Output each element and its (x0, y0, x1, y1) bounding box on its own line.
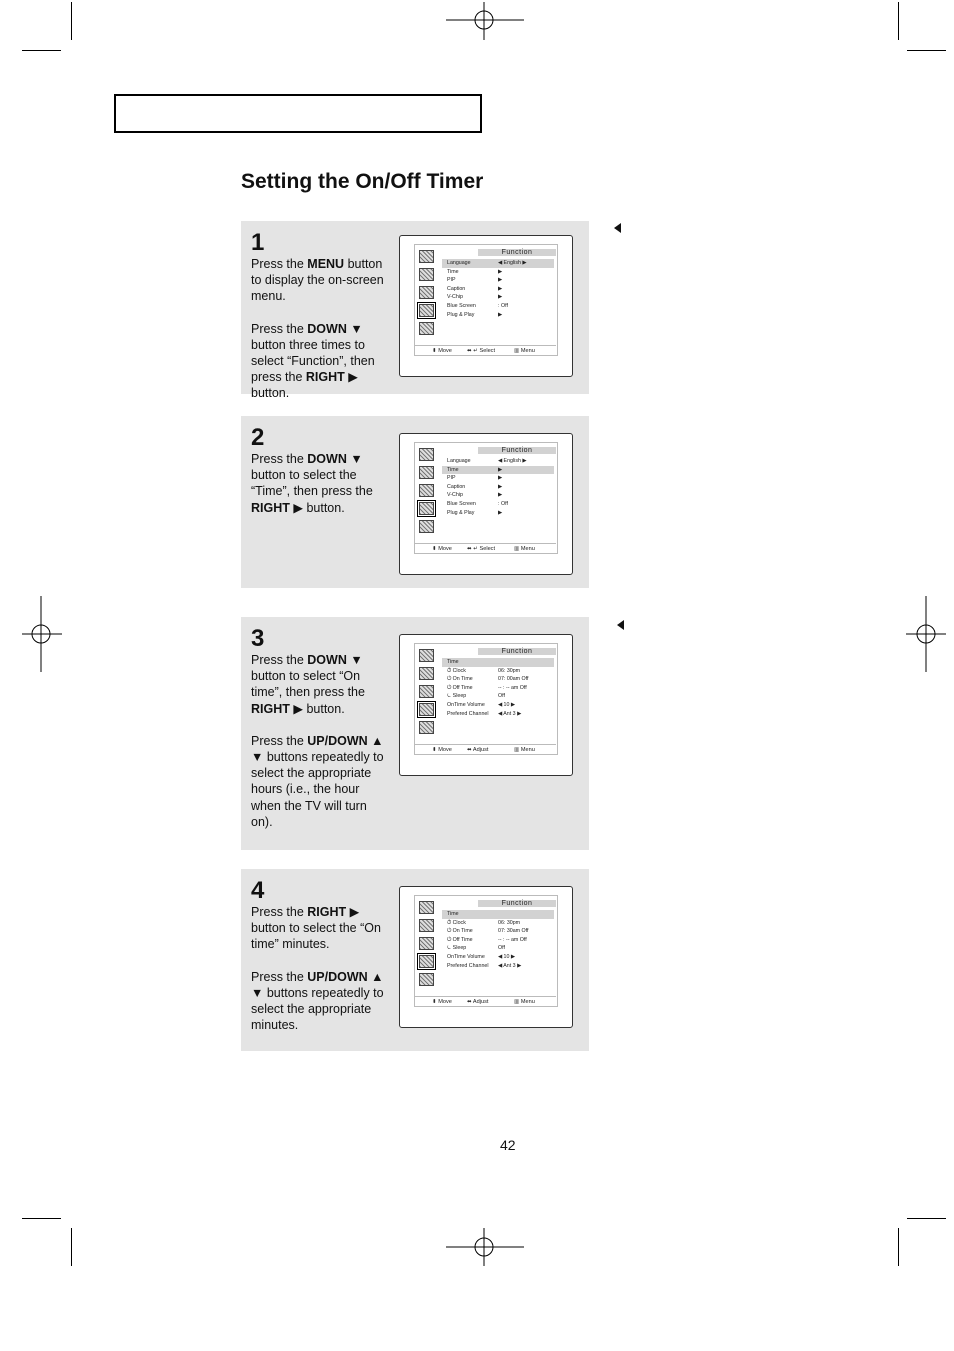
crop-mark (898, 2, 899, 40)
osd-footer-select: ⬌ ↵ Select (467, 348, 496, 354)
step-instructions (251, 652, 391, 830)
osd-heading: Function (478, 249, 556, 256)
instruction-text: ▲ ▼ buttons repeatedly to select the appropriate minutes. (251, 969, 384, 1033)
osd-row (442, 285, 554, 294)
osd-row-label: ⏾ Sleep (447, 945, 467, 952)
osd-row-value: -- : -- am Off (498, 684, 527, 691)
instruction-text: Press the (251, 733, 308, 748)
function-icon (419, 703, 434, 716)
osd-row-value: ▶ (498, 311, 503, 318)
button-name: UP/DOWN (307, 969, 368, 984)
step-number: 2 (251, 424, 265, 451)
osd-footer-menu: ▥ Menu (514, 747, 535, 753)
osd-row-value: ▶ (498, 475, 503, 482)
step-number: 1 (251, 229, 265, 256)
osd-row (442, 910, 554, 919)
osd-row-label: OnTime Volume (447, 701, 485, 708)
osd-row-value: ◀ English ▶ (498, 458, 527, 464)
osd-row (442, 293, 554, 302)
crop-mark (898, 1228, 899, 1266)
osd-row (442, 701, 554, 710)
osd-footer-menu: ▥ Menu (514, 546, 535, 552)
osd-row-label: ⏻ Off Time (447, 684, 473, 691)
osd-row-label: PIP (447, 475, 456, 482)
osd-row-value: ▶ (498, 466, 503, 473)
instruction-paragraph (251, 652, 391, 717)
channel-icon (419, 685, 434, 698)
osd-row (442, 259, 554, 268)
picture-icon (419, 448, 434, 461)
instruction-text: ▼ button to select “On time”, then press the (251, 653, 365, 700)
instruction-text: ▼ button three times to select “Function”, then press the (251, 321, 375, 385)
instruction-text: ▶ button. (251, 370, 358, 401)
osd-row-label: Blue Screen (447, 302, 476, 309)
crop-mark (907, 50, 946, 51)
osd-row-value: ▶ (498, 483, 503, 490)
sound-icon (419, 268, 434, 281)
instruction-text: ▼ button to select the “Time”, then press the (251, 452, 373, 499)
osd-row (442, 457, 554, 466)
osd-sidebar (416, 897, 436, 991)
tv-screen (399, 433, 573, 575)
button-name: DOWN (307, 653, 347, 667)
osd-footer-menu: ▥ Menu (514, 348, 535, 354)
osd-row (442, 692, 554, 701)
instruction-paragraph (251, 321, 391, 402)
instruction-paragraph (251, 256, 391, 305)
instruction-text: Press the (251, 653, 308, 667)
osd-menu (414, 643, 558, 755)
osd-row (442, 474, 554, 483)
function-icon (419, 955, 434, 968)
page-number: 42 (500, 1137, 516, 1153)
instruction-text: Press the (251, 452, 308, 466)
button-name: UP/DOWN (307, 733, 368, 748)
osd-sidebar (416, 246, 436, 340)
crop-mark (71, 1228, 72, 1266)
osd-footer-move: ⬍ Move (432, 546, 452, 552)
channel-icon (419, 286, 434, 299)
channel-icon (419, 937, 434, 950)
button-name: DOWN (307, 321, 347, 336)
osd-row (442, 962, 554, 971)
osd-row (442, 667, 554, 676)
registration-mark (446, 2, 524, 40)
osd-row (442, 491, 554, 500)
osd-footer-select: ⬌ Adjust (467, 747, 489, 753)
osd-row (442, 936, 554, 945)
osd-row (442, 675, 554, 684)
osd-row-label: OnTime Volume (447, 953, 485, 960)
osd-row-value: ▶ (498, 509, 503, 516)
osd-footer-move: ⬍ Move (432, 747, 452, 753)
instruction-paragraph (251, 904, 391, 953)
osd-row-value: ▶ (498, 285, 503, 292)
osd-row-label: ⏻ Off Time (447, 936, 473, 943)
osd-row-value: 06: 30pm (498, 919, 521, 926)
osd-row-label: Blue Screen (447, 500, 476, 507)
osd-heading: Function (478, 447, 556, 454)
osd-row-label: Time (447, 466, 459, 473)
osd-footer-select: ⬌ Adjust (467, 999, 489, 1005)
osd-row-value: ▶ (498, 492, 503, 499)
osd-row-label: Caption (447, 483, 466, 490)
button-name: RIGHT (251, 500, 290, 515)
osd-heading: Function (478, 648, 556, 655)
osd-row-label: Prefered Channel (447, 710, 489, 717)
instruction-text: ▶ button. (289, 500, 345, 515)
osd-footer (414, 996, 556, 1007)
osd-footer (414, 744, 556, 755)
tv-screen (399, 886, 573, 1028)
osd-footer-menu: ▥ Menu (514, 999, 535, 1005)
osd-sidebar (416, 645, 436, 739)
osd-row-label: Time (447, 268, 459, 275)
osd-row-label: Caption (447, 285, 466, 292)
osd-row (442, 466, 554, 475)
page-title: Setting the On/Off Timer (241, 170, 484, 193)
instruction-text: button to display the on-screen menu. (251, 257, 384, 304)
osd-rows (442, 259, 554, 319)
osd-row-value: : Off (498, 302, 508, 309)
osd-row (442, 927, 554, 936)
crop-mark (71, 2, 72, 40)
instruction-text: Press the (251, 257, 308, 271)
osd-row (442, 658, 554, 667)
osd-row-value: : Off (498, 500, 508, 507)
osd-menu (414, 442, 558, 554)
osd-row-label: Language (447, 458, 471, 464)
osd-row (442, 500, 554, 509)
osd-row-label: Language (447, 260, 471, 266)
instruction-paragraph (251, 969, 391, 1034)
crop-mark (22, 1218, 61, 1219)
function-icon (419, 502, 434, 515)
step-instructions (251, 256, 391, 402)
osd-row-label: ⏻ On Time (447, 928, 473, 935)
osd-row-label: ⏱ Clock (447, 919, 466, 926)
margin-marker-icon (617, 620, 624, 630)
osd-footer-select: ⬌ ↵ Select (467, 546, 496, 552)
picture-icon (419, 901, 434, 914)
button-name: RIGHT (307, 905, 347, 919)
osd-rows (442, 658, 554, 718)
crop-mark (22, 50, 61, 51)
instruction-text: Press the (251, 969, 308, 984)
osd-menu (414, 895, 558, 1007)
osd-row-value: ◀ English ▶ (498, 260, 527, 266)
osd-sidebar (416, 444, 436, 538)
registration-mark (446, 1228, 524, 1266)
instruction-paragraph (251, 733, 391, 830)
osd-row-value: ◀ Ant 3 ▶ (498, 962, 522, 969)
osd-row (442, 684, 554, 693)
setup-icon (419, 721, 434, 734)
sound-icon (419, 667, 434, 680)
osd-menu (414, 244, 558, 356)
osd-row-value: Off (498, 693, 505, 700)
instruction-text: ▲ ▼ buttons repeatedly to select the appropriate hours (i.e., the hour when the TV will turn on). (251, 733, 384, 829)
osd-row-value: ▶ (498, 277, 503, 284)
osd-row-label: V-Chip (447, 492, 463, 499)
setup-icon (419, 322, 434, 335)
osd-row-value: -- : -- am Off (498, 936, 527, 943)
osd-row (442, 302, 554, 311)
button-name: RIGHT (305, 370, 345, 385)
osd-row-value: 07: 30am Off (498, 928, 529, 935)
osd-row-label: Time (447, 911, 459, 917)
instruction-text: ▶ button. (289, 701, 345, 716)
header-box (114, 94, 482, 133)
registration-mark (906, 596, 946, 672)
osd-row-value: ▶ (498, 294, 503, 301)
osd-row (442, 710, 554, 719)
osd-row-value: 07: 00am Off (498, 676, 529, 683)
step-instructions (251, 904, 391, 1033)
button-name: RIGHT (251, 701, 290, 716)
instruction-text: Press the (251, 321, 308, 336)
step-instructions (251, 451, 391, 516)
osd-heading: Function (478, 900, 556, 907)
function-icon (419, 304, 434, 317)
sound-icon (419, 919, 434, 932)
osd-row-label: Plug & Play (447, 311, 475, 318)
osd-row-label: Prefered Channel (447, 962, 489, 969)
osd-row (442, 953, 554, 962)
instruction-paragraph (251, 451, 391, 516)
sound-icon (419, 466, 434, 479)
osd-row-value: ▶ (498, 268, 503, 275)
osd-row (442, 944, 554, 953)
osd-row-value: 06: 30pm (498, 667, 521, 674)
osd-row-value: ◀ 10 ▶ (498, 953, 515, 960)
osd-row-value: ◀ 10 ▶ (498, 701, 515, 708)
button-name: MENU (307, 257, 345, 271)
picture-icon (419, 250, 434, 263)
registration-mark (22, 596, 62, 672)
step-number: 3 (251, 625, 265, 652)
setup-icon (419, 520, 434, 533)
osd-row (442, 311, 554, 320)
osd-footer-move: ⬍ Move (432, 999, 452, 1005)
osd-row-value: Off (498, 945, 505, 952)
instruction-text: ▶ button to select the “On time” minutes. (251, 905, 381, 952)
osd-row (442, 509, 554, 518)
instruction-text: Press the (251, 905, 308, 919)
picture-icon (419, 649, 434, 662)
osd-row-label: Time (447, 659, 459, 665)
osd-row (442, 268, 554, 277)
osd-row (442, 276, 554, 285)
osd-row-label: PIP (447, 277, 456, 284)
tv-screen (399, 634, 573, 776)
paragraph-gap (251, 305, 391, 321)
step-number: 4 (251, 877, 265, 904)
osd-rows (442, 457, 554, 517)
osd-row-label: ⏱ Clock (447, 667, 466, 674)
osd-row-label: V-Chip (447, 294, 463, 301)
osd-row-value: ◀ Ant 3 ▶ (498, 710, 522, 717)
osd-footer (414, 543, 556, 554)
margin-marker-icon (614, 223, 621, 233)
osd-footer (414, 345, 556, 356)
osd-row (442, 919, 554, 928)
osd-row-label: ⏻ On Time (447, 676, 473, 683)
tv-screen (399, 235, 573, 377)
osd-rows (442, 910, 554, 970)
setup-icon (419, 973, 434, 986)
button-name: DOWN (307, 452, 347, 466)
osd-footer-move: ⬍ Move (432, 348, 452, 354)
osd-row-label: ⏾ Sleep (447, 693, 467, 700)
osd-row-label: Plug & Play (447, 509, 475, 516)
paragraph-gap (251, 717, 391, 733)
crop-mark (907, 1218, 946, 1219)
channel-icon (419, 484, 434, 497)
osd-row (442, 483, 554, 492)
paragraph-gap (251, 953, 391, 969)
